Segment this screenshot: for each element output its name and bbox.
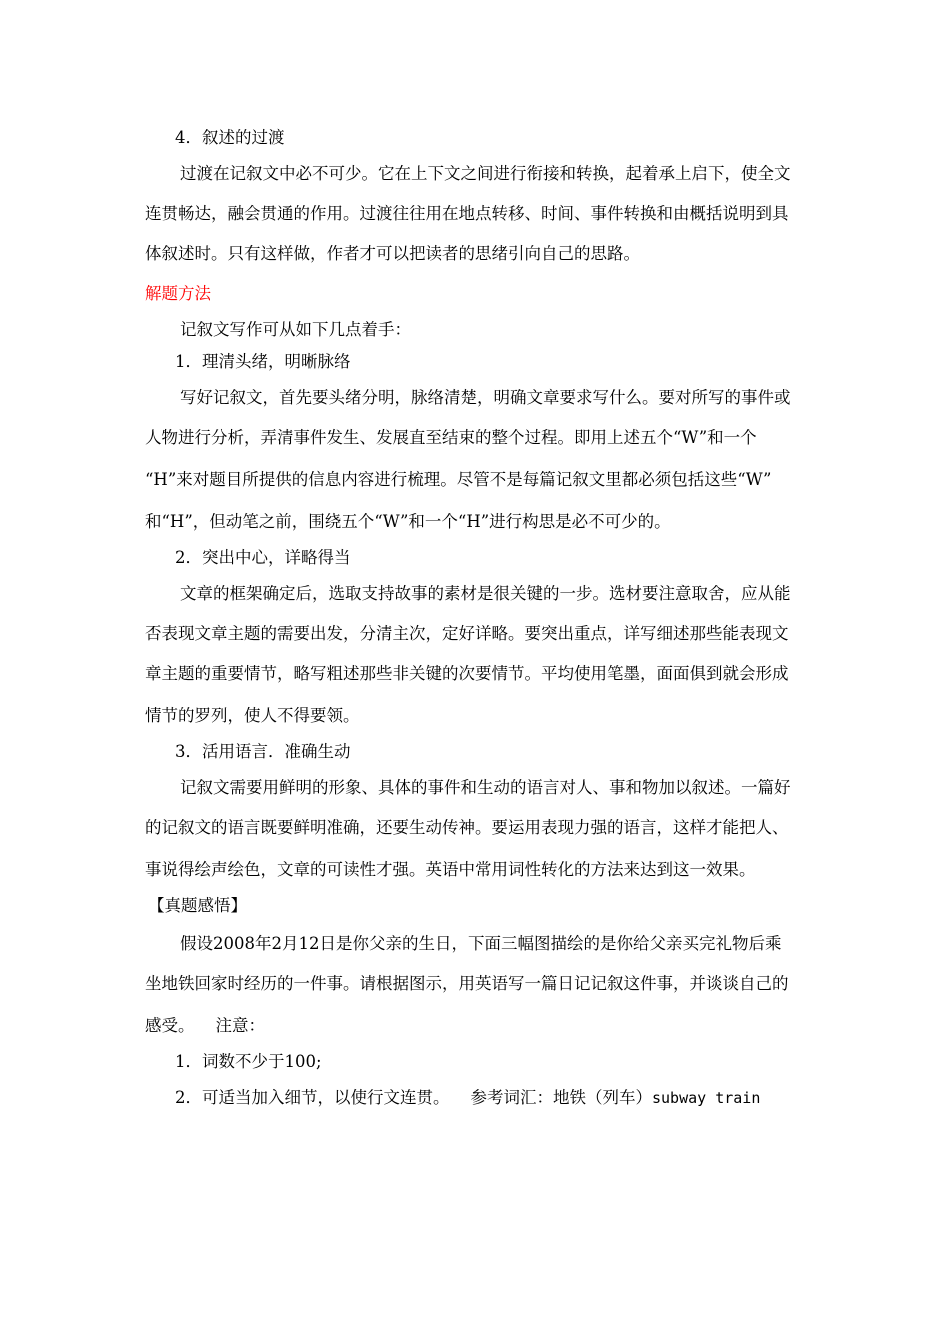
paragraph-line: 和“H”，但动笔之前，围绕五个“W”和一个“H”进行构思是必不可少的。 — [145, 512, 671, 531]
paragraph-line: 体叙述时。只有这样做，作者才可以把读者的思绪引向自己的思路。 — [145, 244, 640, 263]
point1-heading: 1．理清头绪，明晰脉络 — [175, 352, 351, 371]
exam-title: 【真题感悟】 — [148, 896, 247, 915]
paragraph-line: 的记叙文的语言既要鲜明准确，还要生动传神。要运用表现力强的语言，这样才能把人、 — [145, 818, 789, 837]
paragraph-line: 过渡在记叙文中必不可少。它在上下文之间进行衔接和转换，起着承上启下，使全文 — [180, 164, 791, 183]
paragraph-line: 否表现文章主题的需要出发，分清主次，定好详略。要突出重点，详写细述那些能表现文 — [145, 624, 789, 643]
point3-heading: 3．活用语言．准确生动 — [175, 742, 351, 761]
point2-heading: 2．突出中心，详略得当 — [175, 548, 351, 567]
paragraph-line: 章主题的重要情节，略写粗述那些非关键的次要情节。平均使用笔墨，面面俱到就会形成 — [145, 664, 789, 683]
paragraph-line: 情节的罗列，使人不得要领。 — [145, 706, 360, 725]
paragraph-line: “H”来对题目所提供的信息内容进行梳理。尽管不是每篇记叙文里都必须包括这些“W” — [145, 470, 772, 489]
paragraph-line: 人物进行分析，弄清事件发生、发展直至结束的整个过程。即用上述五个“W”和一个 — [145, 428, 757, 447]
paragraph-line: 坐地铁回家时经历的一件事。请根据图示，用英语写一篇日记记叙这件事，并谈谈自己的 — [145, 974, 789, 993]
paragraph-line: 记叙文需要用鲜明的形象、具体的事件和生动的语言对人、事和物加以叙述。一篇好 — [180, 778, 791, 797]
paragraph-line: 文章的框架确定后，选取支持故事的素材是很关键的一步。选材要注意取舍，应从能 — [180, 584, 791, 603]
note-2-vocab: subway train — [651, 1089, 761, 1107]
method-title: 解题方法 — [145, 284, 211, 303]
method-intro: 记叙文写作可从如下几点着手： — [180, 320, 411, 339]
section-heading-transition: 4．叙述的过渡 — [175, 128, 285, 147]
paragraph-line: 感受。 注意： — [145, 1016, 265, 1035]
note-2-text: 2．可适当加入细节，以使行文连贯。 参考词汇：地铁（列车） — [175, 1088, 652, 1107]
paragraph-line: 事说得绘声绘色，文章的可读性才强。英语中常用词性转化的方法来达到这一效果。 — [145, 860, 756, 879]
note-2 — [175, 1088, 760, 1108]
paragraph-line: 假设2008年2月12日是你父亲的生日，下面三幅图描绘的是你给父亲买完礼物后乘 — [180, 934, 782, 953]
paragraph-line: 写好记叙文，首先要头绪分明，脉络清楚，明确文章要求写什么。要对所写的事件或 — [180, 388, 791, 407]
note-1: 1．词数不少于100; — [175, 1052, 322, 1071]
paragraph-line: 连贯畅达，融会贯通的作用。过渡往往用在地点转移、时间、事件转换和由概括说明到具 — [145, 204, 789, 223]
